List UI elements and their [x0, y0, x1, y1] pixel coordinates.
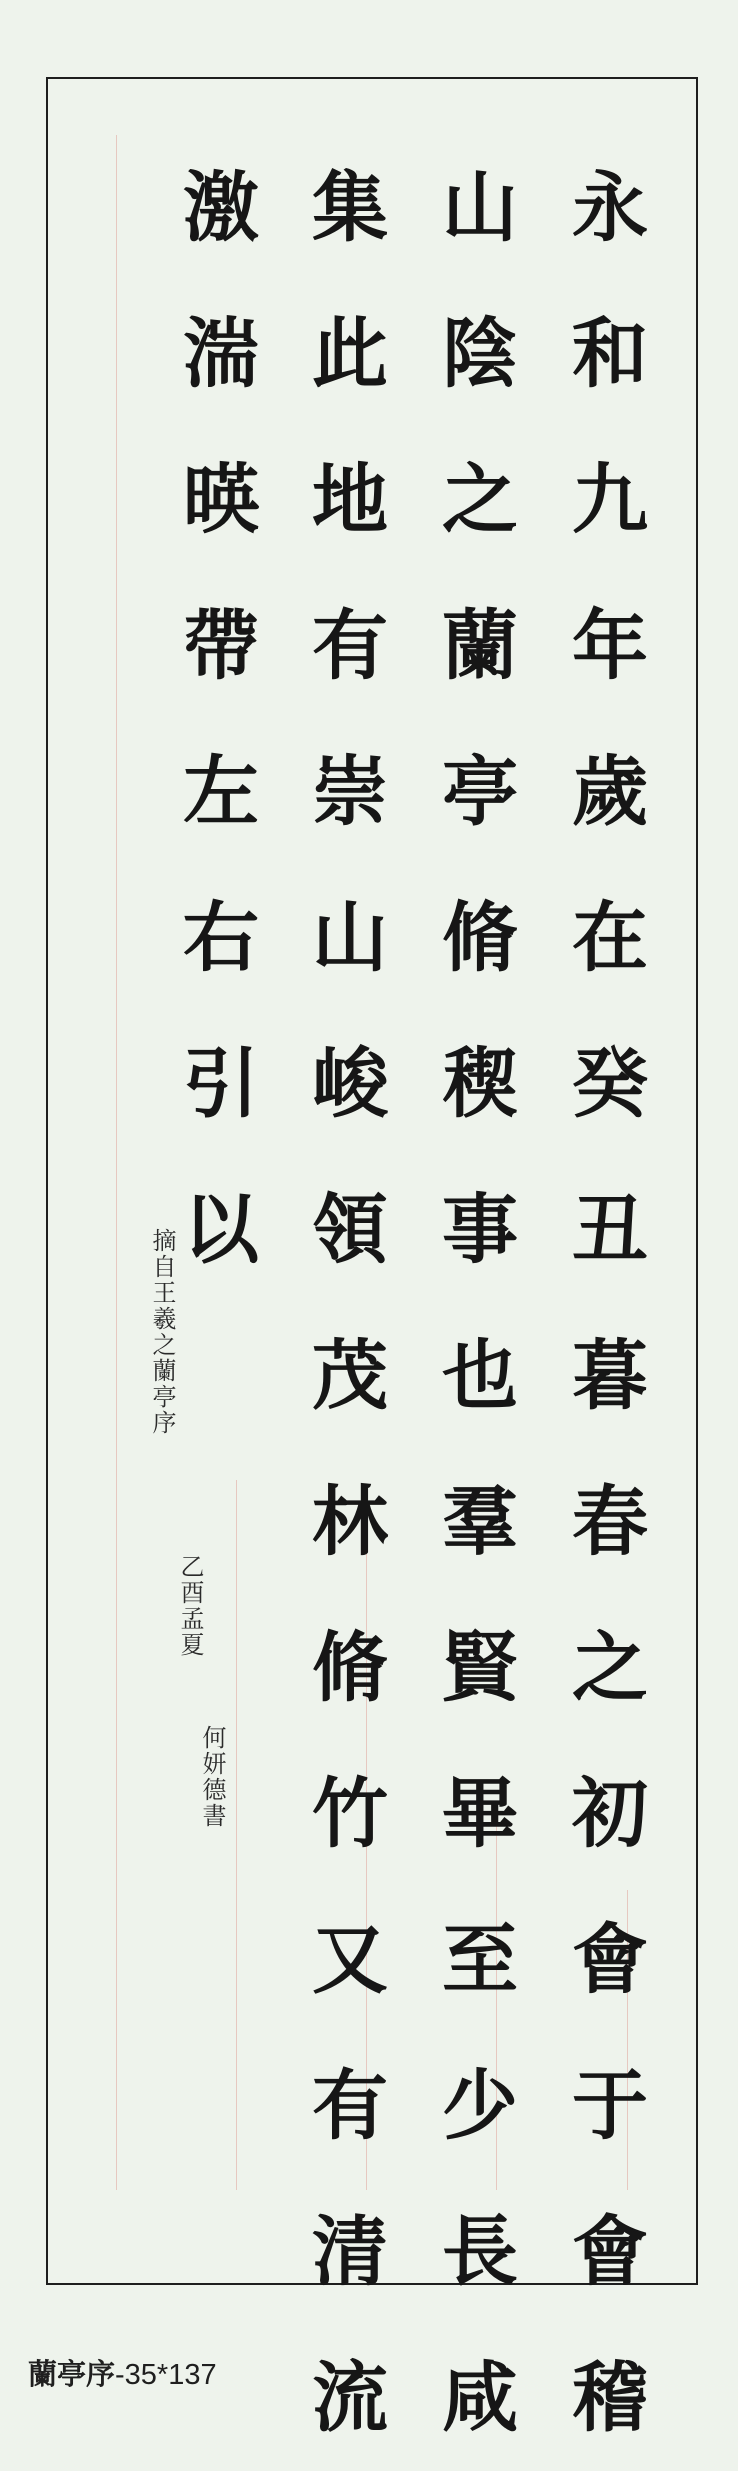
calligraphy-character: 之 — [572, 1623, 648, 1712]
calligraphy-character: 又 — [312, 1915, 388, 2004]
calligraphy-character: 亭 — [442, 747, 518, 836]
calligraphy-character: 少 — [442, 2061, 518, 2150]
calligraphy-character: 丑 — [572, 1185, 648, 1274]
calligraphy-character: 癸 — [572, 1039, 648, 1128]
calligraphy-character: 茂 — [312, 1331, 388, 1420]
calligraphy-character: 會 — [572, 2207, 648, 2296]
calligraphy-character: 在 — [572, 893, 648, 982]
calligraphy-character: 春 — [572, 1477, 648, 1566]
calligraphy-character: 長 — [442, 2207, 518, 2296]
calligraphy-character: 峻 — [312, 1039, 388, 1128]
calligraphy-character: 清 — [312, 2207, 388, 2296]
calligraphy-character: 事 — [442, 1185, 518, 1274]
calligraphy-character: 林 — [312, 1477, 388, 1566]
calligraphy-character: 有 — [312, 601, 388, 690]
calligraphy-column-3 — [295, 135, 405, 2471]
calligraphy-character: 脩 — [442, 893, 518, 982]
calligraphy-character: 初 — [572, 1769, 648, 1858]
calligraphy-character: 之 — [442, 455, 518, 544]
calligraphy-character: 脩 — [312, 1623, 388, 1712]
signature-date: 乙酉孟夏 — [176, 1554, 204, 1658]
calligraphy-character: 竹 — [312, 1769, 388, 1858]
calligraphy-character: 和 — [572, 309, 648, 398]
calligraphy-character: 領 — [312, 1185, 388, 1274]
calligraphy-character: 九 — [572, 455, 648, 544]
calligraphy-character: 崇 — [312, 747, 388, 836]
calligraphy-character: 山 — [442, 163, 518, 252]
calligraphy-character: 畢 — [442, 1769, 518, 1858]
calligraphy-character: 也 — [442, 1331, 518, 1420]
calligraphy-character: 此 — [312, 309, 388, 398]
calligraphy-character: 羣 — [442, 1477, 518, 1566]
calligraphy-character: 永 — [572, 163, 648, 252]
grid-line — [116, 135, 117, 2190]
calligraphy-character: 稧 — [442, 1039, 518, 1128]
calligraphy-character: 至 — [442, 1915, 518, 2004]
calligraphy-character: 暎 — [183, 455, 259, 544]
calligraphy-character: 集 — [312, 163, 388, 252]
calligraphy-character: 以 — [183, 1185, 259, 1274]
calligraphy-character: 地 — [312, 455, 388, 544]
caption — [28, 2352, 217, 2393]
calligraphy-character: 流 — [312, 2353, 388, 2442]
calligraphy-character: 賢 — [442, 1623, 518, 1712]
signature-source: 摘自王羲之蘭亭序 — [148, 1228, 176, 1436]
calligraphy-character: 蘭 — [442, 601, 518, 690]
signature-artist: 何妍德書 — [198, 1725, 226, 1829]
caption-title: 蘭亭序 — [28, 2359, 116, 2391]
calligraphy-character: 山 — [312, 893, 388, 982]
calligraphy-column-4 — [166, 135, 276, 1303]
caption-size: -35*137 — [115, 2359, 217, 2391]
calligraphy-character: 咸 — [442, 2353, 518, 2442]
calligraphy-character: 湍 — [183, 309, 259, 398]
calligraphy-character: 右 — [183, 893, 259, 982]
calligraphy-column-2 — [425, 135, 535, 2471]
calligraphy-character: 帶 — [183, 601, 259, 690]
calligraphy-character: 年 — [572, 601, 648, 690]
grid-line — [236, 1480, 237, 2190]
calligraphy-character: 陰 — [442, 309, 518, 398]
calligraphy-character: 會 — [572, 1915, 648, 2004]
calligraphy-character: 稽 — [572, 2353, 648, 2442]
calligraphy-character: 歲 — [572, 747, 648, 836]
calligraphy-character: 左 — [183, 747, 259, 836]
calligraphy-character: 引 — [183, 1039, 259, 1128]
calligraphy-character: 激 — [183, 163, 259, 252]
calligraphy-column-1 — [555, 135, 665, 2471]
calligraphy-character: 有 — [312, 2061, 388, 2150]
calligraphy-character: 暮 — [572, 1331, 648, 1420]
calligraphy-character: 于 — [572, 2061, 648, 2150]
